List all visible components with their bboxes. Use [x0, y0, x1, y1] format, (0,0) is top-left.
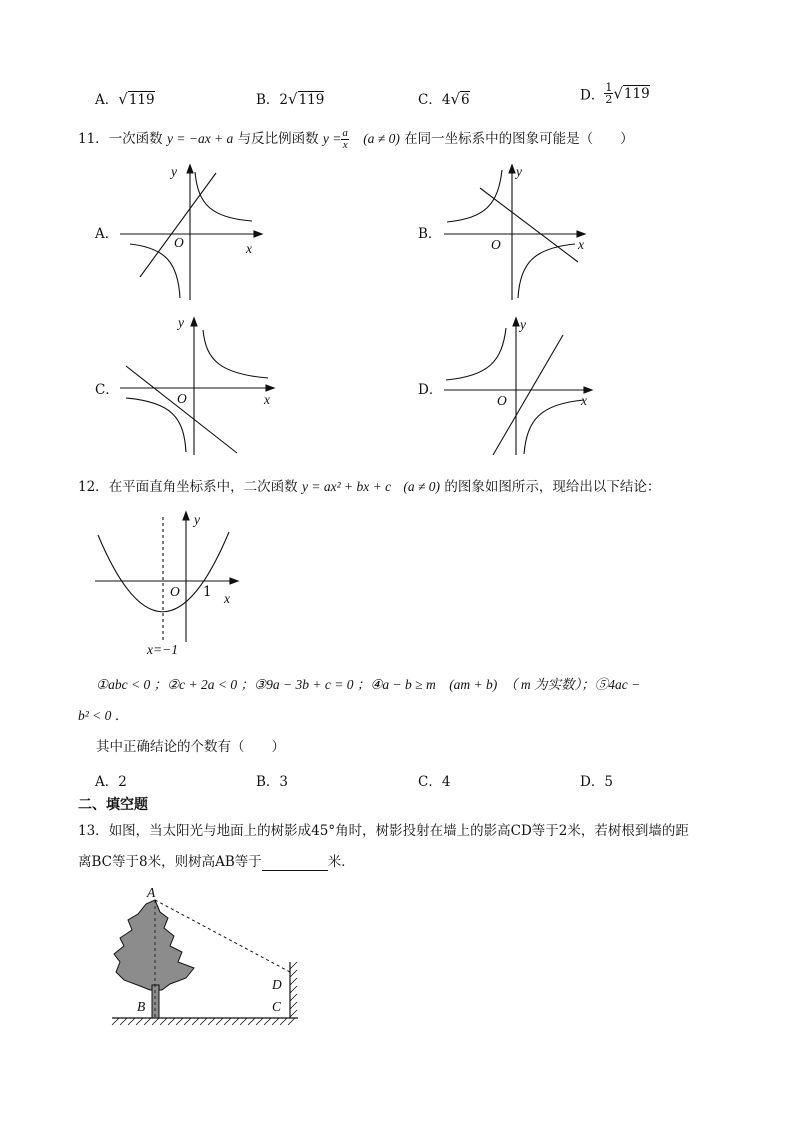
- hyperbola-branch-2: [518, 244, 575, 298]
- x-label: x: [264, 392, 270, 407]
- ground-hatch: [112, 1018, 295, 1025]
- origin-label: O: [170, 584, 180, 599]
- section-title: 二、填空题: [78, 797, 148, 813]
- hyperbola-branch-2: [130, 244, 180, 298]
- origin-label: O: [174, 235, 184, 250]
- origin-label: O: [491, 237, 501, 252]
- hyperbola-branch-1: [446, 328, 506, 380]
- wall-hatch: [290, 962, 297, 1017]
- q12-graph[interactable]: [95, 512, 238, 642]
- hyperbola-branch-1: [195, 172, 252, 221]
- q11-graph-c[interactable]: [120, 318, 274, 455]
- fraction: $\frac{a}{x}$: [342, 127, 348, 151]
- x-label: x: [246, 241, 252, 256]
- line-graph: [126, 366, 237, 453]
- y-arrow-icon: [509, 165, 515, 173]
- graph-a-letter: A．: [95, 226, 119, 242]
- q10-option-c[interactable]: C．4√6: [418, 90, 470, 108]
- y-label: y: [171, 164, 177, 179]
- hyperbola-branch-1: [447, 170, 502, 222]
- y-arrow-icon: [187, 165, 193, 173]
- y-arrow-icon: [183, 512, 189, 520]
- y-arrow-icon: [513, 318, 519, 326]
- q12-option-c[interactable]: C．4: [418, 774, 451, 790]
- origin-label: O: [497, 393, 507, 408]
- y-arrow-icon: [191, 318, 197, 326]
- line-graph: [140, 173, 216, 277]
- q12-question: 其中正确结论的个数有（ ）: [96, 739, 285, 755]
- point-b-label: B: [137, 999, 146, 1014]
- y-label: y: [178, 315, 184, 330]
- y-label: y: [520, 317, 526, 332]
- x-arrow-icon: [230, 578, 238, 584]
- q12-stem: 12．在平面直角坐标系中，二次函数 y = ax² + bx + c (a ≠ 0) 的图象如图所示，现给出以下结论：: [78, 479, 661, 495]
- x-label: x: [224, 591, 230, 606]
- q12-option-d[interactable]: D．5: [580, 774, 613, 790]
- x-arrow-icon: [254, 231, 262, 237]
- root-label: 1: [203, 584, 212, 600]
- graph-c-letter: C．: [95, 382, 119, 398]
- q11-graph-a[interactable]: [120, 165, 262, 300]
- origin-label: O: [177, 391, 187, 406]
- q11-graph-b[interactable]: [444, 165, 585, 300]
- hyperbola-branch-2: [524, 400, 584, 454]
- q12-option-b[interactable]: B．3: [256, 774, 289, 790]
- q11-graph-d[interactable]: [444, 318, 592, 455]
- q12-conclusions-line2: b² < 0 ．: [78, 708, 129, 723]
- y-label: y: [516, 164, 522, 179]
- graph-d-letter: D．: [418, 382, 443, 398]
- q12-option-a[interactable]: A．2: [95, 774, 127, 790]
- answer-blank[interactable]: [262, 856, 328, 871]
- q13-line2: 离BC等于8米，则树高AB等于 米．: [78, 854, 355, 870]
- x-label: x: [578, 237, 584, 252]
- x-label: x: [581, 393, 587, 408]
- q10-option-d[interactable]: D． $\frac{1}{2}$ √119: [580, 81, 650, 106]
- fraction: $\frac{1}{2}$: [605, 81, 613, 106]
- q10-option-b[interactable]: B．2√119: [256, 90, 325, 108]
- q12-conclusions-line1: ①abc < 0 ；②c + 2a < 0 ；③9a − 3b + c = 0 ；④a − b ≥ m (am + b) （ m 为实数）；⑤4ac −: [96, 677, 641, 692]
- q11-stem: 11．一次函数 y = −ax + a 与反比例函数 y = $\frac{a}{x}$ (a ≠ 0) 在同一坐标系中的图象可能是（ ）: [78, 127, 634, 151]
- q10-option-a[interactable]: A．√119: [95, 90, 155, 108]
- point-a-label: A: [147, 885, 156, 900]
- point-d-label: D: [272, 977, 282, 992]
- graph-b-letter: B．: [418, 226, 442, 242]
- point-c-label: C: [272, 999, 282, 1014]
- q13-line1: 13．如图，当太阳光与地面上的树影成45°角时，树影投射在墙上的影高CD等于2米，若树根到墙的距: [78, 823, 689, 839]
- tree-trunk: [152, 985, 159, 1018]
- hyperbola-branch-1: [203, 330, 268, 378]
- axis-of-symmetry-label: x=−1: [147, 642, 178, 657]
- y-label: y: [194, 512, 200, 527]
- tree-canopy: [114, 900, 194, 990]
